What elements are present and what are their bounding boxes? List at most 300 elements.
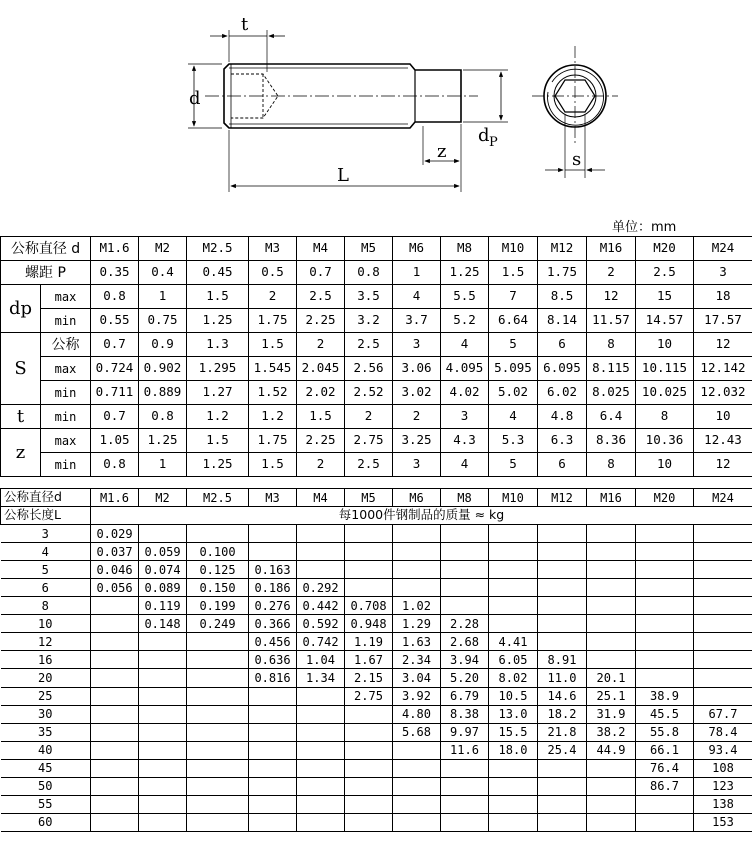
mass-cell: 1.29 (393, 615, 441, 633)
mass-cell: 55.8 (636, 723, 694, 741)
mass-cell (587, 777, 636, 795)
mass-cell (91, 615, 139, 633)
mass-row (1, 543, 752, 561)
mass-cell (187, 705, 249, 723)
mass-caption-row (1, 507, 752, 525)
z-min-cell: 0.8 (91, 453, 139, 477)
row-label: 公称长度L (1, 507, 91, 525)
mass-cell: 0.948 (345, 615, 393, 633)
s-min-cell: 2.02 (297, 381, 345, 405)
z-max-cell: 5.3 (489, 429, 538, 453)
z-min-cell: 3 (393, 453, 441, 477)
mass-cell (489, 777, 538, 795)
size-cell: M20 (636, 489, 694, 507)
t-min-cell: 0.8 (139, 405, 187, 429)
size-cell: M2.5 (187, 489, 249, 507)
mass-row (1, 759, 752, 777)
mass-cell: 0.059 (139, 543, 187, 561)
mass-cell (297, 687, 345, 705)
z-min-cell: 1.25 (187, 453, 249, 477)
mass-cell (538, 561, 587, 579)
mass-cell (139, 633, 187, 651)
dp-min-cell: 14.57 (636, 309, 694, 333)
mass-cell (249, 813, 297, 831)
dp-max-cell: 5.5 (441, 285, 489, 309)
s-max-cell: 5.095 (489, 357, 538, 381)
t-min-cell: 3 (441, 405, 489, 429)
dp-max-cell: 18 (694, 285, 752, 309)
mass-cell (187, 759, 249, 777)
dp-min-cell: 6.64 (489, 309, 538, 333)
mass-cell (587, 759, 636, 777)
mass-cell: 0.089 (139, 579, 187, 597)
s-nom-row (1, 333, 752, 357)
z-max-cell: 1.75 (249, 429, 297, 453)
s-nom-cell: 5 (489, 333, 538, 357)
mass-cell: 76.4 (636, 759, 694, 777)
mass-cell (139, 813, 187, 831)
mass-cell (297, 705, 345, 723)
z-min-row (1, 453, 752, 477)
s-nom-cell: 8 (587, 333, 636, 357)
mass-cell (345, 525, 393, 543)
mass-cell (636, 561, 694, 579)
size-cell: M20 (636, 237, 694, 261)
mass-cell (139, 705, 187, 723)
mass-cell: 11.0 (538, 669, 587, 687)
mass-cell (345, 813, 393, 831)
mass-cell (538, 543, 587, 561)
s-nom-cell: 10 (636, 333, 694, 357)
mass-cell (249, 705, 297, 723)
mass-cell (139, 669, 187, 687)
mass-cell (139, 741, 187, 759)
z-max-cell: 3.25 (393, 429, 441, 453)
row-label: 螺距 P (1, 261, 91, 285)
mass-cell: 1.19 (345, 633, 393, 651)
mass-cell (91, 651, 139, 669)
mass-cell: 0.037 (91, 543, 139, 561)
mass-row (1, 633, 752, 651)
dp-min-cell: 3.7 (393, 309, 441, 333)
mass-cell (91, 759, 139, 777)
t-min-cell: 8 (636, 405, 694, 429)
mass-cell: 38.2 (587, 723, 636, 741)
mass-cell (393, 759, 441, 777)
mass-cell (587, 651, 636, 669)
mass-cell (587, 597, 636, 615)
mass-cell: 31.9 (587, 705, 636, 723)
mass-cell (587, 795, 636, 813)
dp-label: dp (1, 285, 41, 333)
t-min-cell: 1.5 (297, 405, 345, 429)
mass-cell (489, 759, 538, 777)
mass-cell (345, 777, 393, 795)
mass-cell (694, 579, 752, 597)
size-cell: M2 (139, 489, 187, 507)
mass-cell (297, 543, 345, 561)
mass-cell (91, 813, 139, 831)
s-nom-cell: 0.9 (139, 333, 187, 357)
mass-cell (694, 669, 752, 687)
s-min-cell: 10.025 (636, 381, 694, 405)
length-cell: 8 (1, 597, 91, 615)
mass-cell (489, 813, 538, 831)
mass-cell: 67.7 (694, 705, 752, 723)
mass-cell: 8.91 (538, 651, 587, 669)
t-min-cell: 4 (489, 405, 538, 429)
size-cell: M16 (587, 489, 636, 507)
size-cell: M1.6 (91, 489, 139, 507)
mass-cell (91, 633, 139, 651)
mass-cell (441, 579, 489, 597)
mass-row (1, 795, 752, 813)
mass-cell (249, 795, 297, 813)
t-min-cell: 0.7 (91, 405, 139, 429)
mass-cell: 11.6 (441, 741, 489, 759)
pitch-row (1, 261, 752, 285)
mass-cell: 9.97 (441, 723, 489, 741)
mass-cell: 0.456 (249, 633, 297, 651)
z-label: z (1, 429, 41, 477)
pitch-cell: 0.45 (187, 261, 249, 285)
mass-cell: 2.68 (441, 633, 489, 651)
mass-cell (139, 777, 187, 795)
mass-cell (636, 525, 694, 543)
s-nom-cell: 2 (297, 333, 345, 357)
z-min-cell: 6 (538, 453, 587, 477)
length-cell: 4 (1, 543, 91, 561)
mass-cell: 0.029 (91, 525, 139, 543)
mass-cell (587, 615, 636, 633)
pitch-cell: 0.4 (139, 261, 187, 285)
s-max-cell: 3.06 (393, 357, 441, 381)
dp-min-cell: 0.75 (139, 309, 187, 333)
mass-cell (393, 777, 441, 795)
mass-cell (187, 777, 249, 795)
dp-max-cell: 4 (393, 285, 441, 309)
mass-row (1, 741, 752, 759)
s-min-cell: 2.52 (345, 381, 393, 405)
mass-cell (636, 615, 694, 633)
mass-cell (297, 525, 345, 543)
pitch-cell: 2 (587, 261, 636, 285)
mass-cell: 4.80 (393, 705, 441, 723)
length-cell: 30 (1, 705, 91, 723)
z-max-cell: 8.36 (587, 429, 636, 453)
mass-cell: 1.02 (393, 597, 441, 615)
s-min-cell: 12.032 (694, 381, 752, 405)
label-dp: d (478, 125, 490, 146)
mass-cell: 8.38 (441, 705, 489, 723)
s-nom-cell: 6 (538, 333, 587, 357)
mass-cell (538, 813, 587, 831)
mass-cell (441, 561, 489, 579)
mass-cell (587, 543, 636, 561)
mass-cell: 86.7 (636, 777, 694, 795)
mass-cell: 2.28 (441, 615, 489, 633)
mass-cell (587, 579, 636, 597)
mass-cell (587, 813, 636, 831)
mass-cell: 0.150 (187, 579, 249, 597)
mass-cell (345, 795, 393, 813)
z-min-cell: 10 (636, 453, 694, 477)
z-max-cell: 6.3 (538, 429, 587, 453)
mass-cell (489, 615, 538, 633)
length-cell: 6 (1, 579, 91, 597)
s-max-cell: 8.115 (587, 357, 636, 381)
mass-cell (489, 579, 538, 597)
s-max-cell: 2.045 (297, 357, 345, 381)
sub-label: min (41, 453, 91, 477)
mass-cell (187, 633, 249, 651)
dp-max-cell: 1 (139, 285, 187, 309)
mass-cell: 0.708 (345, 597, 393, 615)
size-cell: M10 (489, 237, 538, 261)
t-min-cell: 6.4 (587, 405, 636, 429)
mass-cell: 0.636 (249, 651, 297, 669)
mass-cell (249, 741, 297, 759)
mass-cell (636, 543, 694, 561)
size-cell: M24 (694, 237, 752, 261)
mass-cell (694, 543, 752, 561)
mass-cell: 0.442 (297, 597, 345, 615)
mass-cell (538, 795, 587, 813)
mass-cell (249, 777, 297, 795)
mass-cell (393, 579, 441, 597)
size-cell: M12 (538, 489, 587, 507)
mass-cell (297, 813, 345, 831)
mass-cell: 2.75 (345, 687, 393, 705)
mass-cell: 0.276 (249, 597, 297, 615)
label-dp-sub: P (489, 135, 498, 150)
t-min-cell: 4.8 (538, 405, 587, 429)
t-min-cell: 1.2 (187, 405, 249, 429)
mass-cell: 18.2 (538, 705, 587, 723)
mass-cell (187, 669, 249, 687)
mass-cell (489, 543, 538, 561)
size-cell: M3 (249, 489, 297, 507)
mass-cell (694, 525, 752, 543)
mass-cell: 21.8 (538, 723, 587, 741)
length-cell: 5 (1, 561, 91, 579)
mass-cell (694, 633, 752, 651)
mass-cell (538, 759, 587, 777)
sub-label: min (41, 405, 91, 429)
size-cell: M24 (694, 489, 752, 507)
mass-row (1, 579, 752, 597)
mass-cell (393, 741, 441, 759)
mass-cell (249, 759, 297, 777)
mass-cell (91, 597, 139, 615)
z-min-cell: 5 (489, 453, 538, 477)
mass-cell (139, 723, 187, 741)
sub-label: min (41, 381, 91, 405)
mass-cell (345, 741, 393, 759)
mass-cell: 14.6 (538, 687, 587, 705)
mass-cell: 0.816 (249, 669, 297, 687)
mass-cell: 2.15 (345, 669, 393, 687)
z-max-cell: 2.25 (297, 429, 345, 453)
mass-cell (538, 525, 587, 543)
mass-cell: 8.02 (489, 669, 538, 687)
size-cell: M12 (538, 237, 587, 261)
dp-min-cell: 1.25 (187, 309, 249, 333)
s-min-cell: 5.02 (489, 381, 538, 405)
size-cell: M6 (393, 489, 441, 507)
length-cell: 12 (1, 633, 91, 651)
mass-cell (441, 597, 489, 615)
mass-cell (441, 759, 489, 777)
mass-cell: 6.79 (441, 687, 489, 705)
mass-cell: 15.5 (489, 723, 538, 741)
mass-cell: 123 (694, 777, 752, 795)
set-screw-drawing (0, 0, 752, 215)
mass-cell (694, 561, 752, 579)
s-max-cell: 12.142 (694, 357, 752, 381)
mass-cell (249, 543, 297, 561)
s-min-cell: 0.889 (139, 381, 187, 405)
dp-min-cell: 17.57 (694, 309, 752, 333)
mass-cell: 153 (694, 813, 752, 831)
mass-cell: 38.9 (636, 687, 694, 705)
mass-cell (441, 543, 489, 561)
mass-row (1, 561, 752, 579)
length-cell: 60 (1, 813, 91, 831)
s-min-cell: 1.52 (249, 381, 297, 405)
mass-cell (297, 741, 345, 759)
mass-row (1, 723, 752, 741)
s-min-cell: 3.02 (393, 381, 441, 405)
s-max-cell: 1.295 (187, 357, 249, 381)
mass-cell: 0.249 (187, 615, 249, 633)
mass-cell: 0.119 (139, 597, 187, 615)
mass-cell (393, 795, 441, 813)
mass-row (1, 705, 752, 723)
mass-cell: 25.1 (587, 687, 636, 705)
mass-cell (694, 615, 752, 633)
s-label: S (1, 333, 41, 405)
mass-cell (489, 597, 538, 615)
mass-cell (636, 633, 694, 651)
s-min-row (1, 381, 752, 405)
pitch-cell: 2.5 (636, 261, 694, 285)
s-max-cell: 1.545 (249, 357, 297, 381)
label-s: s (572, 149, 582, 170)
z-max-cell: 1.05 (91, 429, 139, 453)
mass-cell: 108 (694, 759, 752, 777)
mass-cell: 0.100 (187, 543, 249, 561)
mass-cell (139, 795, 187, 813)
z-max-cell: 1.25 (139, 429, 187, 453)
mass-cell (187, 687, 249, 705)
z-max-cell: 2.75 (345, 429, 393, 453)
dp-max-cell: 12 (587, 285, 636, 309)
dp-max-cell: 15 (636, 285, 694, 309)
length-cell: 25 (1, 687, 91, 705)
t-min-cell: 10 (694, 405, 752, 429)
mass-cell (139, 687, 187, 705)
pitch-cell: 1 (393, 261, 441, 285)
mass-cell (441, 525, 489, 543)
mass-cell (636, 651, 694, 669)
mass-cell: 1.04 (297, 651, 345, 669)
mass-cell: 0.056 (91, 579, 139, 597)
mass-cell (139, 651, 187, 669)
mass-cell (187, 795, 249, 813)
s-min-cell: 0.711 (91, 381, 139, 405)
s-nom-cell: 0.7 (91, 333, 139, 357)
mass-cell (345, 759, 393, 777)
dp-min-cell: 5.2 (441, 309, 489, 333)
mass-cell (91, 741, 139, 759)
mass-cell (636, 597, 694, 615)
s-nom-cell: 3 (393, 333, 441, 357)
row-label: 公称直径 d (1, 237, 91, 261)
mass-cell (636, 795, 694, 813)
pitch-cell: 0.8 (345, 261, 393, 285)
size-cell: M8 (441, 237, 489, 261)
mass-cell (636, 813, 694, 831)
mass-cell: 0.163 (249, 561, 297, 579)
sub-label: min (41, 309, 91, 333)
mass-cell (636, 579, 694, 597)
s-nom-cell: 4 (441, 333, 489, 357)
mass-cell (489, 525, 538, 543)
mass-cell: 0.186 (249, 579, 297, 597)
length-cell: 20 (1, 669, 91, 687)
dp-min-cell: 2.25 (297, 309, 345, 333)
mass-cell (345, 723, 393, 741)
dp-max-cell: 2.5 (297, 285, 345, 309)
mass-cell (694, 651, 752, 669)
length-cell: 10 (1, 615, 91, 633)
mass-cell (694, 687, 752, 705)
mass-table (0, 488, 752, 832)
dp-max-cell: 7 (489, 285, 538, 309)
z-max-cell: 4.3 (441, 429, 489, 453)
mass-cell (91, 795, 139, 813)
s-max-cell: 2.56 (345, 357, 393, 381)
mass-cell (187, 813, 249, 831)
size-cell: M1.6 (91, 237, 139, 261)
size-header-row (1, 237, 752, 261)
unit-label: 单位：mm (612, 220, 677, 235)
t-min-cell: 2 (345, 405, 393, 429)
t-min-row (1, 405, 752, 429)
sub-label: max (41, 429, 91, 453)
size-cell: M5 (345, 237, 393, 261)
mass-cell: 78.4 (694, 723, 752, 741)
s-max-cell: 0.724 (91, 357, 139, 381)
mass-cell (297, 759, 345, 777)
z-min-cell: 1.5 (249, 453, 297, 477)
mass-size-header-row (1, 489, 752, 507)
s-nom-cell: 12 (694, 333, 752, 357)
mass-cell: 10.5 (489, 687, 538, 705)
mass-caption: 每1000件钢制品的质量 ≈ kg (91, 507, 752, 525)
size-cell: M5 (345, 489, 393, 507)
mass-cell (694, 597, 752, 615)
mass-cell (297, 795, 345, 813)
z-min-cell: 2.5 (345, 453, 393, 477)
z-min-cell: 8 (587, 453, 636, 477)
mass-cell: 1.34 (297, 669, 345, 687)
mass-cell (91, 777, 139, 795)
mass-cell (187, 651, 249, 669)
dp-min-cell: 11.57 (587, 309, 636, 333)
size-cell: M16 (587, 237, 636, 261)
